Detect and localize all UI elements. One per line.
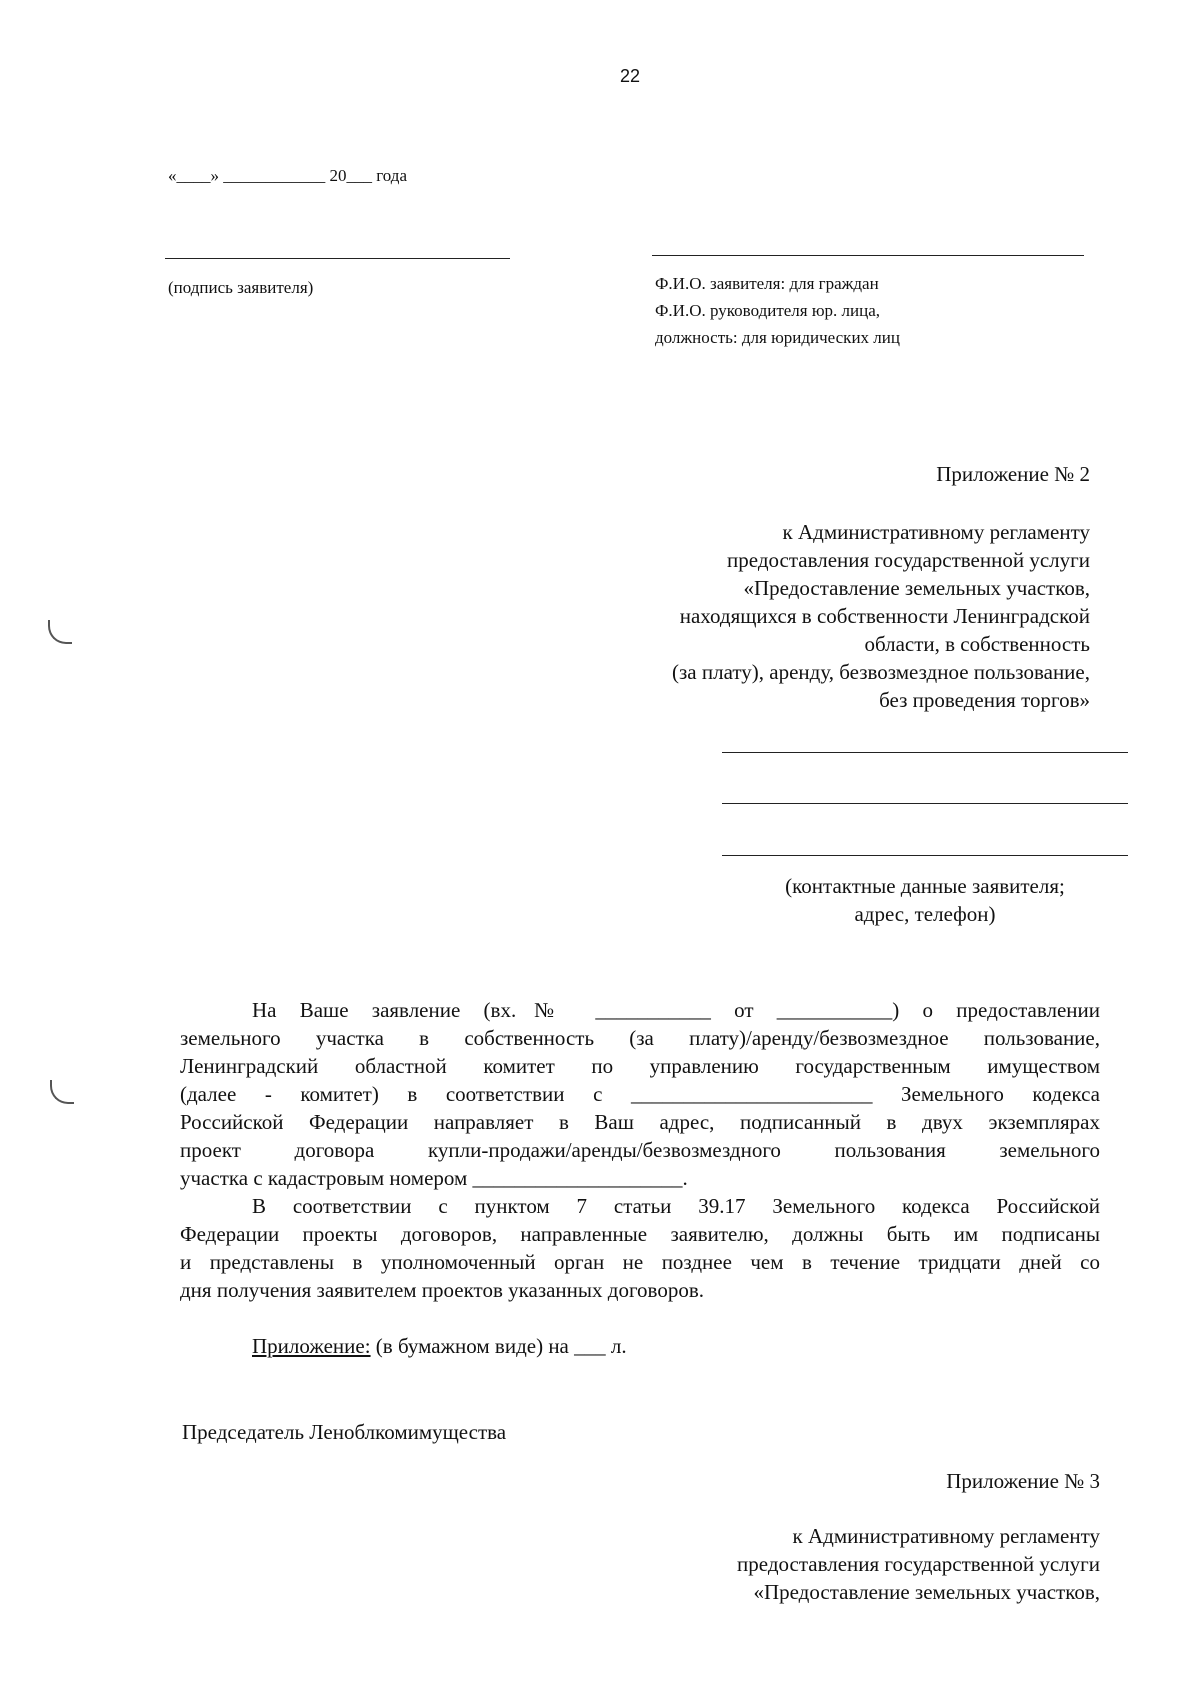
body-line: (далее - комитет) в соответствии с _______________________ Земельного кодекса xyxy=(180,1082,1100,1106)
body-line: Федерации проекты договоров, направленные заявителю, должны быть им подписаны xyxy=(180,1222,1100,1246)
appendix2-line: предоставления государственной услуги xyxy=(727,548,1090,572)
body-line: Российской Федерации направляет в Ваш адрес, подписанный в двух экземплярах xyxy=(180,1110,1100,1134)
body-line: участка с кадастровым номером ____________________. xyxy=(180,1166,688,1190)
scan-hole-mark xyxy=(48,620,72,644)
fio-line-2: Ф.И.О. руководителя юр. лица, xyxy=(655,301,881,320)
scan-hole-mark xyxy=(50,1080,74,1104)
attachment-text: (в бумажном виде) на ___ л. xyxy=(370,1334,627,1358)
appendix2-block xyxy=(560,518,1090,714)
appendix2-line: без проведения торгов» xyxy=(879,688,1090,712)
chairman-title: Председатель Леноблкомимущества xyxy=(182,1420,507,1444)
body-line: и представлены в уполномоченный орган не позднее чем в течение тридцати дней со xyxy=(180,1250,1100,1274)
appendix2-line: области, в собственность xyxy=(864,632,1090,656)
body-paragraph-2 xyxy=(180,1192,1100,1304)
fio-line-3: должность: для юридических лиц xyxy=(655,328,900,347)
attachment-label: Приложение: xyxy=(252,1334,371,1358)
appendix3-line: к Административному регламенту xyxy=(792,1524,1100,1548)
fio-caption xyxy=(655,270,900,351)
contact-caption xyxy=(722,872,1128,928)
contact-line-3 xyxy=(722,855,1128,856)
body-line: В соответствии с пунктом 7 статьи 39.17 Земельного кодекса Российской xyxy=(252,1194,1100,1218)
contact-caption-line: (контактные данные заявителя; xyxy=(785,874,1065,898)
body-line: проект договора купли-продажи/аренды/безвозмездного пользования земельного xyxy=(180,1138,1100,1162)
signature-caption: (подпись заявителя) xyxy=(168,278,314,297)
attachment-line xyxy=(252,1332,627,1360)
appendix3-line: «Предоставление земельных участков, xyxy=(753,1580,1100,1604)
appendix2-line: к Административному регламенту xyxy=(782,520,1090,544)
fio-line-1: Ф.И.О. заявителя: для граждан xyxy=(655,274,879,293)
page-number: 22 xyxy=(619,66,641,86)
signature-line xyxy=(165,258,510,259)
appendix3-block xyxy=(560,1522,1100,1606)
appendix3-title: Приложение № 3 xyxy=(946,1469,1100,1493)
body-line: Ленинградский областной комитет по управлению государственным имуществом xyxy=(180,1054,1100,1078)
date-line: «____» ____________ 20___ года xyxy=(168,166,408,185)
contact-line-1 xyxy=(722,752,1128,753)
appendix2-title: Приложение № 2 xyxy=(936,462,1090,486)
contact-caption-line: адрес, телефон) xyxy=(854,902,996,926)
fio-line xyxy=(652,255,1084,256)
contact-line-2 xyxy=(722,803,1128,804)
appendix3-line: предоставления государственной услуги xyxy=(737,1552,1100,1576)
appendix2-line: «Предоставление земельных участков, xyxy=(743,576,1090,600)
body-paragraph-1 xyxy=(180,996,1100,1192)
appendix2-line: находящихся в собственности Ленинградской xyxy=(679,604,1090,628)
body-line: На Ваше заявление (вх.№ ___________ от ___________) о предоставлении xyxy=(252,998,1100,1022)
body-line: земельного участка в собственность (за плату)/аренду/безвозмездное пользование, xyxy=(180,1026,1100,1050)
appendix2-line: (за плату), аренду, безвозмездное пользование, xyxy=(672,660,1090,684)
body-line: дня получения заявителем проектов указанных договоров. xyxy=(180,1278,704,1302)
